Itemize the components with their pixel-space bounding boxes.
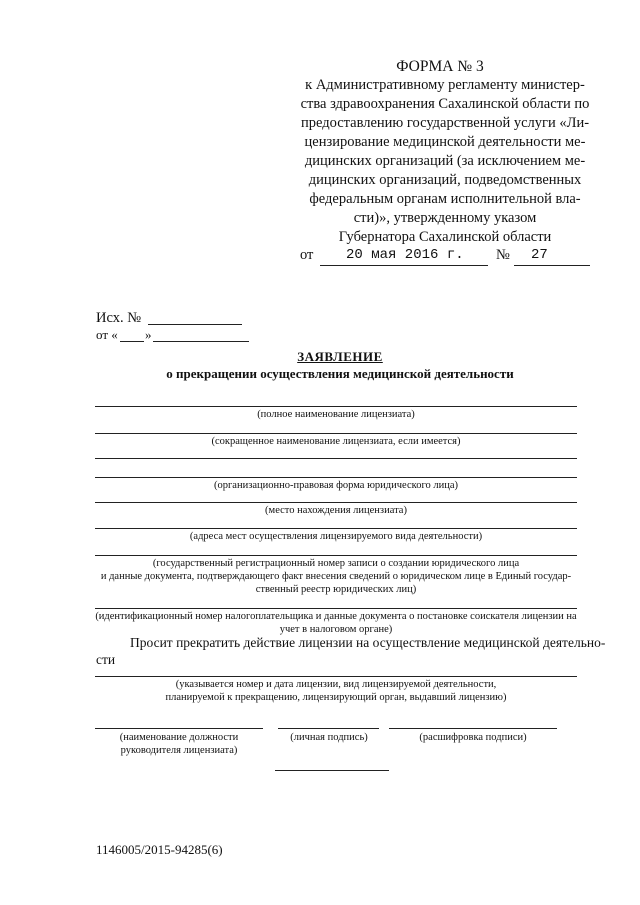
license-caption-1: (указывается номер и дата лицензии, вид лицензируемой деятельности, <box>175 679 497 690</box>
date-line[interactable] <box>275 770 389 771</box>
outgoing-number-label: Исх. № <box>96 310 142 326</box>
decree-date-label: от <box>300 247 314 263</box>
legal-form-line-1[interactable] <box>95 458 577 459</box>
header-line-6: дицинских организаций, подведомственных <box>308 172 582 188</box>
position-caption-2: руководителя лицензиата) <box>120 745 238 756</box>
legal-form-caption: (организационно-правовая форма юридического лица) <box>214 480 458 491</box>
decree-number-underline <box>514 265 590 266</box>
decree-date-value: 20 мая 2016 г. <box>346 247 464 263</box>
header-line-9: Губернатора Сахалинской области <box>338 229 552 245</box>
header-line-4: цензирование медицинской деятельности ме- <box>304 134 586 150</box>
state-reg-caption-1: (государственный регистрационный номер записи о создании юридического лица <box>152 558 520 569</box>
outgoing-date-quote: » <box>145 327 152 342</box>
license-line[interactable] <box>95 676 577 677</box>
statement-subtitle: о прекращении осуществления медицинской деятельности <box>166 366 514 381</box>
outgoing-month-line[interactable] <box>153 341 249 342</box>
short-name-line[interactable] <box>95 433 577 434</box>
header-line-3: предоставлению государственной услуги «Ли- <box>300 115 590 131</box>
request-text-line-1: Просит прекратить действие лицензии на осуществление медицинской деятельно- <box>130 635 606 650</box>
signature-line[interactable] <box>278 728 379 729</box>
decree-date-underline <box>320 265 488 266</box>
legal-form-line-2[interactable] <box>95 477 577 478</box>
decree-number-value: 27 <box>531 247 548 263</box>
full-name-line[interactable] <box>95 406 577 407</box>
decree-number-label: № <box>496 247 510 263</box>
full-name-caption: (полное наименование лицензиата) <box>257 409 415 420</box>
inn-line[interactable] <box>95 608 577 609</box>
decoding-caption: (расшифровка подписи) <box>419 732 527 743</box>
location-line[interactable] <box>95 502 577 503</box>
header-line-8: сти)», утвержденному указом <box>353 210 537 226</box>
outgoing-date-label: от « <box>96 327 118 342</box>
inn-caption-2: учет в налоговом органе) <box>279 624 393 635</box>
decoding-line[interactable] <box>389 728 557 729</box>
location-caption: (место нахождения лицензиата) <box>265 505 407 516</box>
document-code: 1146005/2015-94285(6) <box>96 842 223 857</box>
state-reg-caption-3: ственный реестр юридических лиц) <box>255 584 417 595</box>
state-reg-caption-2: и данные документа, подтверждающего факт внесения сведений о юридическом лице в Единый государ- <box>100 571 572 582</box>
header-line-7: федеральным органам исполнительной вла- <box>309 191 581 207</box>
form-title: ФОРМА № 3 <box>396 58 484 75</box>
position-caption-1: (наименование должности <box>119 732 239 743</box>
outgoing-day-line[interactable] <box>120 341 144 342</box>
inn-caption-1: (идентификационный номер налогоплательщика и данные документа о постановке соискателя лицензии на <box>95 611 577 622</box>
header-line-1: к Административному регламенту министер- <box>305 77 585 93</box>
request-text-line-2: сти <box>96 652 116 667</box>
statement-title: ЗАЯВЛЕНИЕ <box>297 349 383 364</box>
position-line[interactable] <box>95 728 263 729</box>
outgoing-number-line[interactable] <box>148 324 242 325</box>
license-caption-2: планируемой к прекращению, лицензирующий орган, выдавший лицензию) <box>165 692 507 703</box>
state-reg-line[interactable] <box>95 555 577 556</box>
short-name-caption: (сокращенное наименование лицензиата, если имеется) <box>211 436 461 447</box>
header-line-2: ства здравоохранения Сахалинской области по <box>300 96 590 112</box>
addresses-line[interactable] <box>95 528 577 529</box>
signature-caption: (личная подпись) <box>290 732 368 743</box>
addresses-caption: (адреса мест осуществления лицензируемого вида деятельности) <box>189 531 483 542</box>
header-line-5: дицинских организаций (за исключением ме- <box>304 153 586 169</box>
